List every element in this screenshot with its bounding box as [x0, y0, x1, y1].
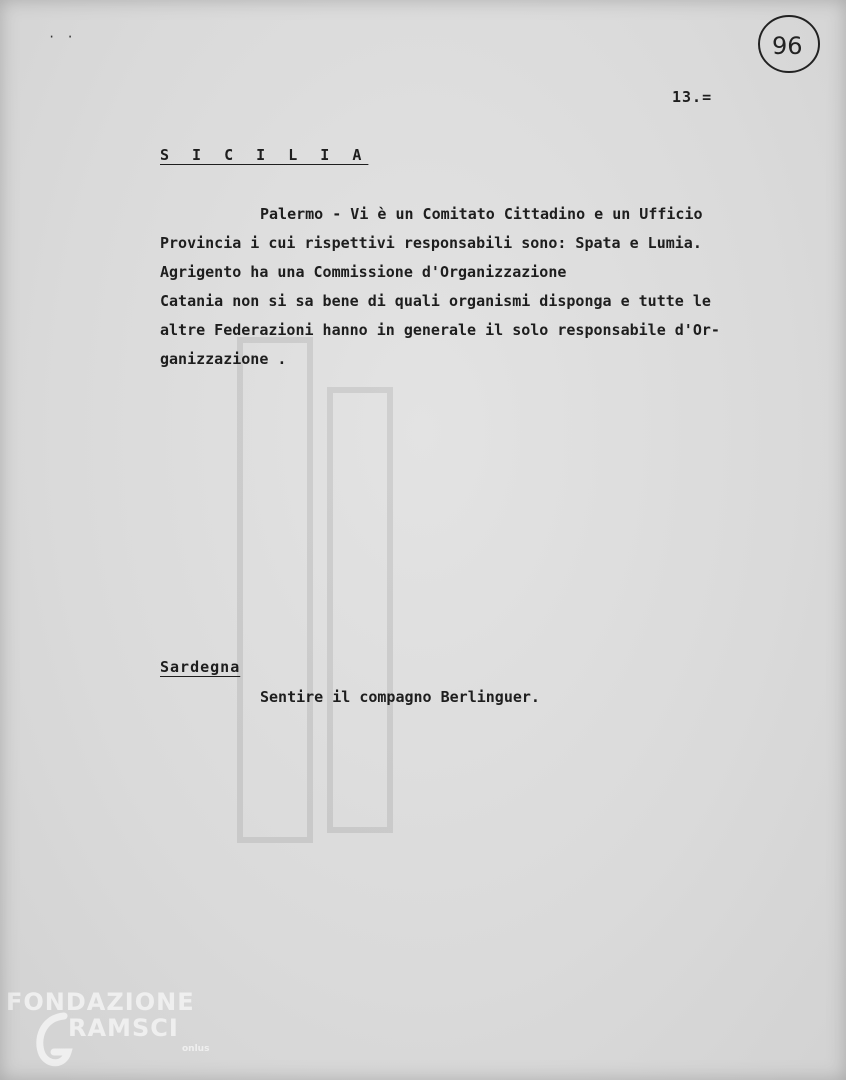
heading-sardegna: Sardegna [160, 658, 241, 676]
logo-small-text: onlus [182, 1044, 210, 1054]
archive-number-text: 96 [772, 32, 803, 60]
sicilia-paragraph [160, 203, 800, 377]
text-line: ganizzazione . [160, 350, 287, 368]
heading-sicilia: S I C I L I A [160, 146, 369, 164]
paper-watermark [220, 330, 420, 850]
text-line: Provincia i cui rispettivi responsabili sono: Spata e Lumia. [160, 234, 702, 252]
logo-line1: FONDAZIONE [6, 988, 195, 1016]
text-line: Agrigento ha una Commissione d'Organizzazione [160, 263, 567, 281]
text-line: Palermo - Vi è un Comitato Cittadino e un Ufficio [260, 205, 703, 223]
corner-marks: · · [48, 30, 76, 44]
archive-number-stamp [756, 8, 822, 76]
page-number: 13.= [672, 88, 713, 106]
handwritten-circle-icon [756, 8, 822, 76]
sardegna-text: Sentire il compagno Berlinguer. [260, 688, 540, 706]
text-line: Catania non si sa bene di quali organismi disponga e tutte le [160, 292, 711, 310]
text-line: altre Federazioni hanno in generale il solo responsabile d'Or- [160, 321, 720, 339]
fondazione-gramsci-logo [6, 988, 216, 1074]
logo-line2: RAMSCI [68, 1014, 179, 1042]
